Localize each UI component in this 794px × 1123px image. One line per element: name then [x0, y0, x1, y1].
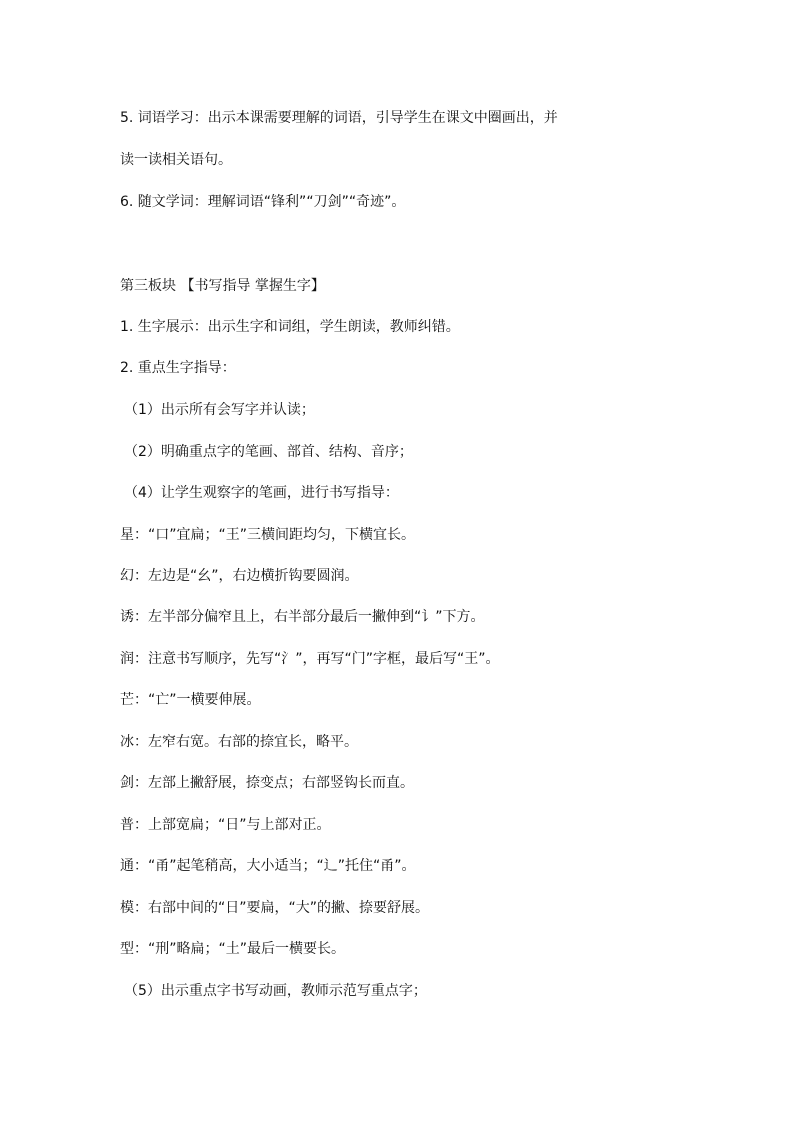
char-note-tong: 通：“甬”起笔稍高，大小适当；“辶”托住“甬”。	[120, 858, 416, 874]
section-heading: 第三板块 【书写指导 掌握生字】	[120, 278, 325, 294]
text-line-6-words: 6. 随文学词：理解词语“锋利”“刀剑”“奇迹”。	[120, 194, 406, 210]
char-note-mang: 芒：“亡”一横要伸展。	[120, 692, 261, 708]
text-line-5-vocab-cont: 读一读相关语句。	[120, 152, 232, 168]
char-note-you: 诱：左半部分偏窄且上，右半部分最后一撇伸到“讠”下方。	[120, 609, 485, 625]
text-line-sub-5: （5）出示重点字书写动画，教师示范写重点字；	[124, 983, 427, 999]
text-line-2-guide: 2. 重点生字指导：	[120, 360, 236, 376]
text-line-1-display: 1. 生字展示：出示生字和词组，学生朗读，教师纠错。	[120, 319, 460, 335]
char-note-run: 润：注意书写顺序，先写“氵”，再写“门”字框，最后写“王”。	[120, 651, 500, 667]
text-line-5-vocab: 5. 词语学习：出示本课需要理解的词语，引导学生在课文中圈画出，并	[120, 110, 558, 126]
text-line-sub-1: （1）出示所有会写字并认读；	[124, 402, 315, 418]
text-line-sub-2: （2）明确重点字的笔画、部首、结构、音序；	[124, 444, 413, 460]
char-note-jian: 剑：左部上撇舒展，捺变点；右部竖钩长而直。	[120, 775, 414, 791]
char-note-xing2: 型：“刑”略扁；“土”最后一横要长。	[120, 941, 346, 957]
char-note-pu: 普：上部宽扁；“日”与上部对正。	[120, 817, 331, 833]
char-note-mo: 模：右部中间的“日”要扁，“大”的撇、捺要舒展。	[120, 900, 430, 916]
text-line-sub-4: （4）让学生观察字的笔画，进行书写指导：	[124, 485, 399, 501]
char-note-bing: 冰：左窄右宽。右部的捺宜长，略平。	[120, 734, 358, 750]
char-note-huan: 幻：左边是“幺”，右边横折钩要圆润。	[120, 568, 359, 584]
char-note-xing: 星：“口”宜扁；“王”三横间距均匀，下横宜长。	[120, 527, 416, 543]
